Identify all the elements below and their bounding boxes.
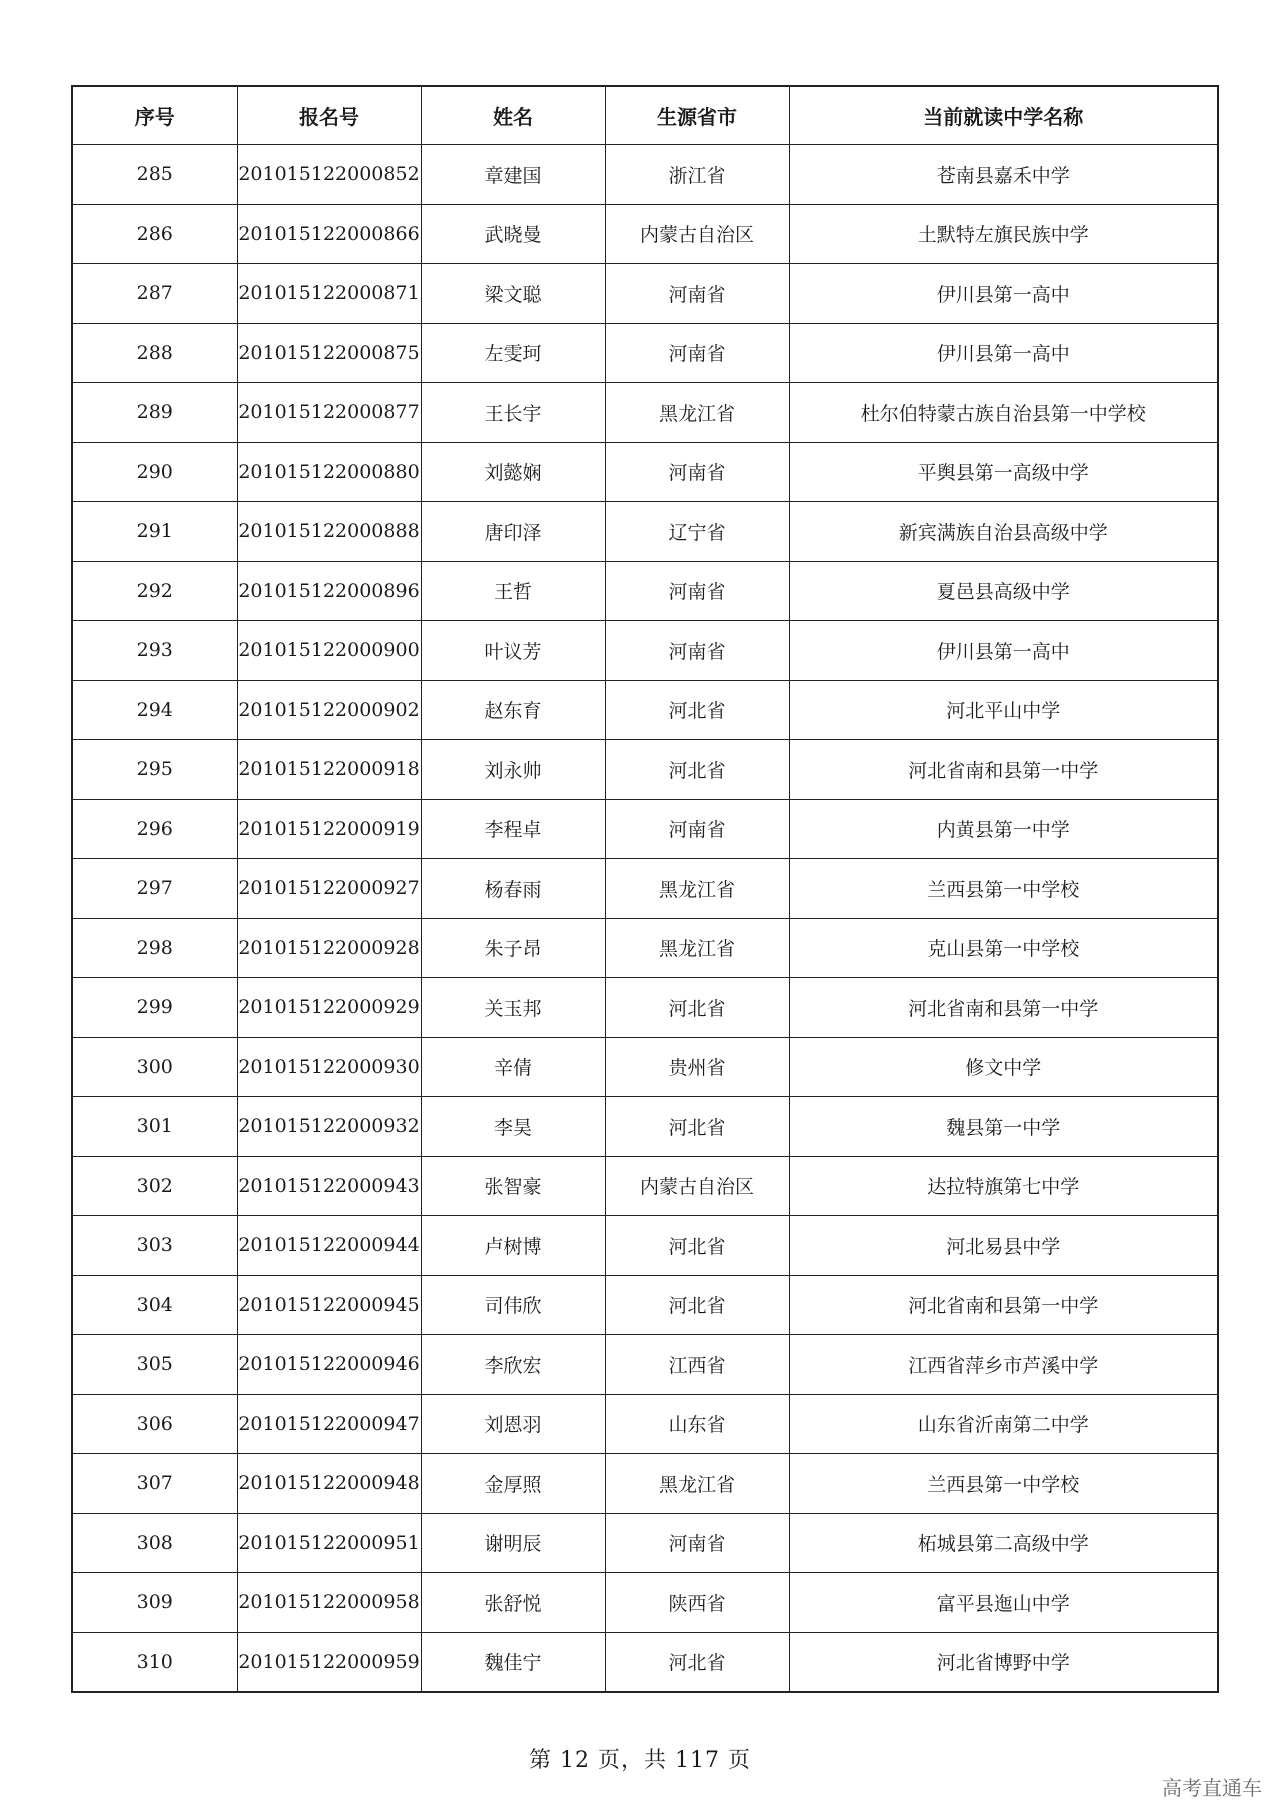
cell-reg-no: 201015122000875	[237, 323, 421, 383]
cell-name: 梁文聪	[421, 264, 605, 324]
table-row	[72, 1097, 1218, 1157]
table-row	[72, 561, 1218, 621]
cell-seq: 308	[72, 1513, 237, 1573]
cell-province: 河南省	[605, 561, 789, 621]
cell-name: 刘懿娴	[421, 442, 605, 502]
cell-name: 魏佳宁	[421, 1632, 605, 1692]
table-row	[72, 1156, 1218, 1216]
cell-name: 辛倩	[421, 1037, 605, 1097]
cell-reg-no: 201015122000866	[237, 204, 421, 264]
cell-name: 刘恩羽	[421, 1394, 605, 1454]
cell-name: 王长宇	[421, 383, 605, 443]
cell-seq: 289	[72, 383, 237, 443]
cell-school: 伊川县第一高中	[789, 621, 1218, 681]
cell-name: 左雯珂	[421, 323, 605, 383]
table-row	[72, 859, 1218, 919]
cell-name: 张智豪	[421, 1156, 605, 1216]
cell-province: 黑龙江省	[605, 859, 789, 919]
cell-school: 伊川县第一高中	[789, 323, 1218, 383]
cell-seq: 303	[72, 1216, 237, 1276]
cell-seq: 293	[72, 621, 237, 681]
table-row	[72, 978, 1218, 1038]
cell-province: 河北省	[605, 1632, 789, 1692]
cell-province: 河北省	[605, 1216, 789, 1276]
cell-school: 克山县第一中学校	[789, 918, 1218, 978]
cell-school: 平舆县第一高级中学	[789, 442, 1218, 502]
cell-reg-no: 201015122000947	[237, 1394, 421, 1454]
cell-name: 关玉邦	[421, 978, 605, 1038]
cell-province: 河南省	[605, 621, 789, 681]
cell-seq: 309	[72, 1573, 237, 1633]
cell-reg-no: 201015122000945	[237, 1275, 421, 1335]
table-header-row	[72, 86, 1218, 145]
table-row	[72, 1573, 1218, 1633]
cell-name: 武晓曼	[421, 204, 605, 264]
table-row	[72, 1216, 1218, 1276]
cell-seq: 302	[72, 1156, 237, 1216]
cell-seq: 288	[72, 323, 237, 383]
cell-name: 谢明辰	[421, 1513, 605, 1573]
page-number: 第 12 页，共 117 页	[529, 1748, 751, 1773]
cell-seq: 306	[72, 1394, 237, 1454]
cell-school: 河北省南和县第一中学	[789, 1275, 1218, 1335]
roster-table-container	[71, 85, 1217, 1693]
column-header-province: 生源省市	[605, 86, 789, 145]
cell-province: 陕西省	[605, 1573, 789, 1633]
cell-school: 达拉特旗第七中学	[789, 1156, 1218, 1216]
cell-school: 内黄县第一中学	[789, 799, 1218, 859]
cell-seq: 292	[72, 561, 237, 621]
cell-province: 河北省	[605, 978, 789, 1038]
column-header-school: 当前就读中学名称	[789, 86, 1218, 145]
cell-province: 黑龙江省	[605, 1454, 789, 1514]
cell-province: 河北省	[605, 1097, 789, 1157]
cell-name: 刘永帅	[421, 740, 605, 800]
cell-seq: 290	[72, 442, 237, 502]
column-header-seq: 序号	[72, 86, 237, 145]
cell-school: 土默特左旗民族中学	[789, 204, 1218, 264]
cell-school: 修文中学	[789, 1037, 1218, 1097]
table-row	[72, 1454, 1218, 1514]
cell-province: 内蒙古自治区	[605, 1156, 789, 1216]
cell-reg-no: 201015122000902	[237, 680, 421, 740]
table-row	[72, 740, 1218, 800]
cell-reg-no: 201015122000948	[237, 1454, 421, 1514]
cell-name: 李程卓	[421, 799, 605, 859]
cell-name: 唐印泽	[421, 502, 605, 562]
cell-province: 辽宁省	[605, 502, 789, 562]
table-row	[72, 383, 1218, 443]
cell-school: 杜尔伯特蒙古族自治县第一中学校	[789, 383, 1218, 443]
cell-reg-no: 201015122000888	[237, 502, 421, 562]
cell-province: 河北省	[605, 1275, 789, 1335]
cell-reg-no: 201015122000944	[237, 1216, 421, 1276]
cell-name: 张舒悦	[421, 1573, 605, 1633]
cell-seq: 286	[72, 204, 237, 264]
cell-seq: 291	[72, 502, 237, 562]
cell-seq: 296	[72, 799, 237, 859]
cell-name: 章建国	[421, 145, 605, 205]
table-row	[72, 1335, 1218, 1395]
cell-reg-no: 201015122000946	[237, 1335, 421, 1395]
cell-school: 江西省萍乡市芦溪中学	[789, 1335, 1218, 1395]
cell-reg-no: 201015122000927	[237, 859, 421, 919]
cell-province: 河南省	[605, 442, 789, 502]
cell-school: 魏县第一中学	[789, 1097, 1218, 1157]
cell-reg-no: 201015122000951	[237, 1513, 421, 1573]
cell-school: 河北省博野中学	[789, 1632, 1218, 1692]
cell-reg-no: 201015122000943	[237, 1156, 421, 1216]
cell-school: 柘城县第二高级中学	[789, 1513, 1218, 1573]
cell-seq: 301	[72, 1097, 237, 1157]
cell-reg-no: 201015122000880	[237, 442, 421, 502]
table-row	[72, 502, 1218, 562]
table-row	[72, 442, 1218, 502]
cell-seq: 310	[72, 1632, 237, 1692]
cell-reg-no: 201015122000896	[237, 561, 421, 621]
table-row	[72, 799, 1218, 859]
cell-reg-no: 201015122000877	[237, 383, 421, 443]
cell-name: 王哲	[421, 561, 605, 621]
cell-reg-no: 201015122000930	[237, 1037, 421, 1097]
cell-reg-no: 201015122000871	[237, 264, 421, 324]
cell-seq: 307	[72, 1454, 237, 1514]
table-row	[72, 680, 1218, 740]
cell-seq: 295	[72, 740, 237, 800]
cell-seq: 299	[72, 978, 237, 1038]
table-row	[72, 918, 1218, 978]
cell-province: 山东省	[605, 1394, 789, 1454]
table-row	[72, 264, 1218, 324]
cell-reg-no: 201015122000928	[237, 918, 421, 978]
cell-school: 河北易县中学	[789, 1216, 1218, 1276]
cell-reg-no: 201015122000852	[237, 145, 421, 205]
cell-seq: 297	[72, 859, 237, 919]
cell-seq: 304	[72, 1275, 237, 1335]
cell-name: 李昊	[421, 1097, 605, 1157]
cell-name: 司伟欣	[421, 1275, 605, 1335]
cell-reg-no: 201015122000932	[237, 1097, 421, 1157]
cell-province: 河南省	[605, 264, 789, 324]
table-row	[72, 621, 1218, 681]
cell-province: 江西省	[605, 1335, 789, 1395]
watermark-logo: 高考直通车	[1162, 1776, 1262, 1800]
cell-school: 河北平山中学	[789, 680, 1218, 740]
cell-reg-no: 201015122000919	[237, 799, 421, 859]
cell-reg-no: 201015122000959	[237, 1632, 421, 1692]
cell-province: 黑龙江省	[605, 918, 789, 978]
cell-name: 杨春雨	[421, 859, 605, 919]
table-row	[72, 204, 1218, 264]
roster-table	[71, 85, 1219, 1693]
cell-school: 伊川县第一高中	[789, 264, 1218, 324]
cell-seq: 300	[72, 1037, 237, 1097]
table-row	[72, 1037, 1218, 1097]
cell-province: 贵州省	[605, 1037, 789, 1097]
column-header-reg-no: 报名号	[237, 86, 421, 145]
cell-school: 夏邑县高级中学	[789, 561, 1218, 621]
cell-province: 河南省	[605, 799, 789, 859]
table-row	[72, 323, 1218, 383]
table-body	[72, 145, 1218, 1693]
table-row	[72, 1513, 1218, 1573]
cell-seq: 285	[72, 145, 237, 205]
cell-seq: 298	[72, 918, 237, 978]
cell-province: 内蒙古自治区	[605, 204, 789, 264]
cell-reg-no: 201015122000958	[237, 1573, 421, 1633]
cell-school: 山东省沂南第二中学	[789, 1394, 1218, 1454]
cell-province: 黑龙江省	[605, 383, 789, 443]
cell-school: 河北省南和县第一中学	[789, 740, 1218, 800]
cell-school: 苍南县嘉禾中学	[789, 145, 1218, 205]
cell-name: 卢树博	[421, 1216, 605, 1276]
cell-name: 李欣宏	[421, 1335, 605, 1395]
table-row	[72, 1632, 1218, 1692]
cell-province: 河南省	[605, 1513, 789, 1573]
table-row	[72, 145, 1218, 205]
cell-school: 兰西县第一中学校	[789, 1454, 1218, 1514]
cell-name: 金厚照	[421, 1454, 605, 1514]
cell-name: 赵东育	[421, 680, 605, 740]
cell-seq: 287	[72, 264, 237, 324]
cell-province: 河北省	[605, 740, 789, 800]
table-row	[72, 1275, 1218, 1335]
cell-school: 兰西县第一中学校	[789, 859, 1218, 919]
cell-school: 新宾满族自治县高级中学	[789, 502, 1218, 562]
cell-school: 河北省南和县第一中学	[789, 978, 1218, 1038]
cell-name: 叶议芳	[421, 621, 605, 681]
cell-name: 朱子昂	[421, 918, 605, 978]
cell-province: 河北省	[605, 680, 789, 740]
cell-province: 浙江省	[605, 145, 789, 205]
table-row	[72, 1394, 1218, 1454]
cell-province: 河南省	[605, 323, 789, 383]
column-header-name: 姓名	[421, 86, 605, 145]
cell-school: 富平县迤山中学	[789, 1573, 1218, 1633]
cell-reg-no: 201015122000900	[237, 621, 421, 681]
cell-seq: 305	[72, 1335, 237, 1395]
cell-reg-no: 201015122000929	[237, 978, 421, 1038]
cell-reg-no: 201015122000918	[237, 740, 421, 800]
cell-seq: 294	[72, 680, 237, 740]
